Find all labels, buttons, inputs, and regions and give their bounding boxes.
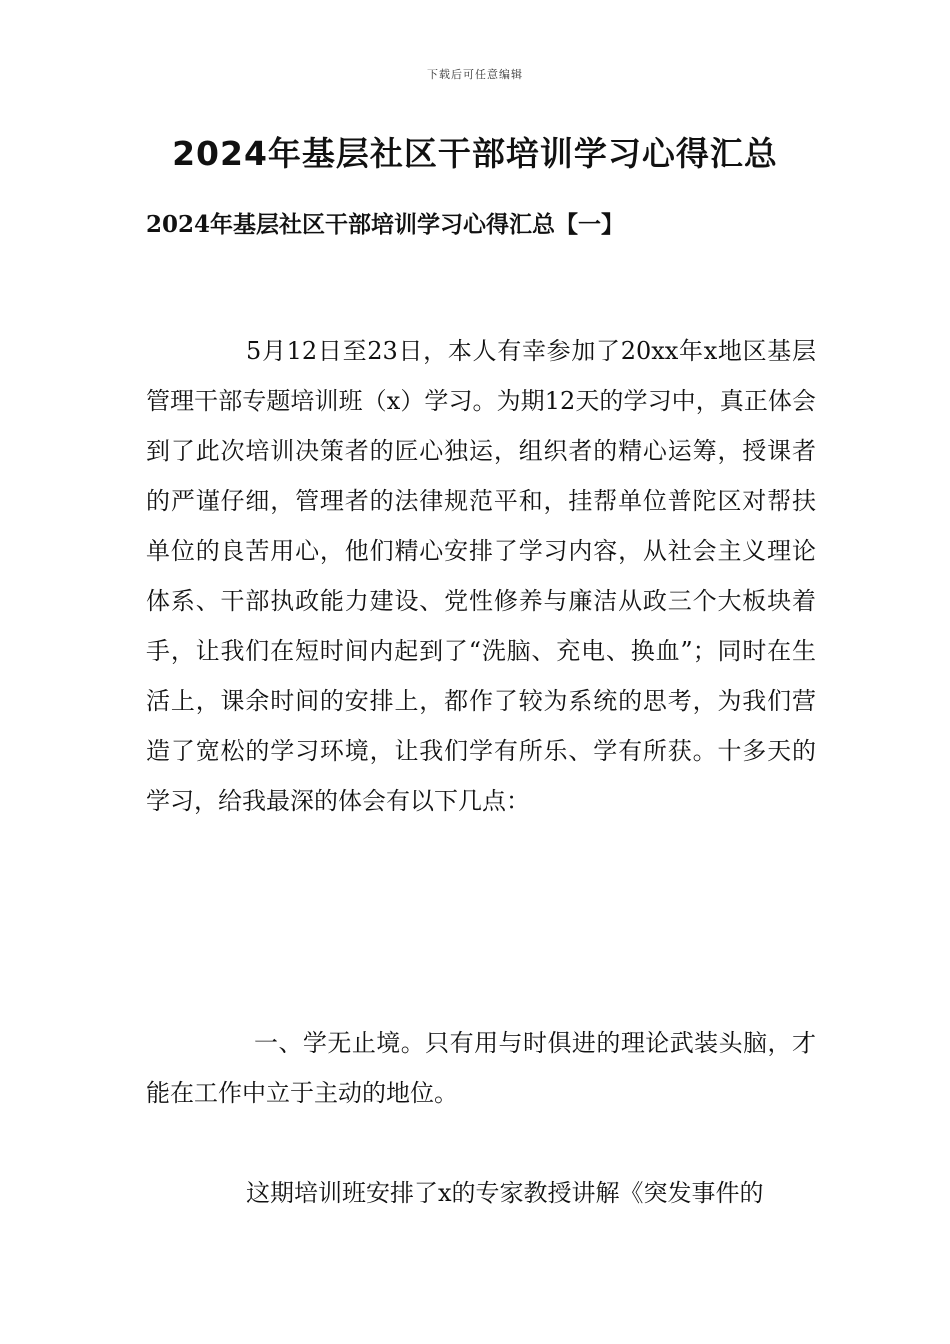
section-heading: 2024年基层社区干部培训学习心得汇总【一】 [146, 211, 625, 238]
body-paragraph: 这期培训班安排了x的专家教授讲解《突发事件的 [246, 1179, 764, 1207]
header-note: 下载后可任意编辑 [427, 68, 523, 81]
body-paragraph: 5月12日至23日，本人有幸参加了20xx年x地区基层管理干部专题培训班（x）学习。为期12天的学习中，真正体会到了此次培训决策者的匠心独运，组织者的精心运筹，授课者的严谨仔细，管理者的法律规范平和，挂帮单位普陀区对帮扶单位的良苦用心，他们精心安排了学习内容，从社会主义理论体系、干部执政能力建设、党性修养与廉洁从政三个大板块着手，让我们在短时间内起到了“洗脑、充电、换血”；同时在生活上，课余时间的安排上，都作了较为系统的思考，为我们营造了宽松的学习环境，让我们学有所乐、学有所获。十多天的学习，给我最深的体会有以下几点： [146, 337, 816, 815]
body-paragraph: 一、学无止境。只有用与时俱进的理论武装头脑，才能在工作中立于主动的地位。 [146, 1029, 816, 1107]
document-title: 2024年基层社区干部培训学习心得汇总 [172, 134, 778, 173]
